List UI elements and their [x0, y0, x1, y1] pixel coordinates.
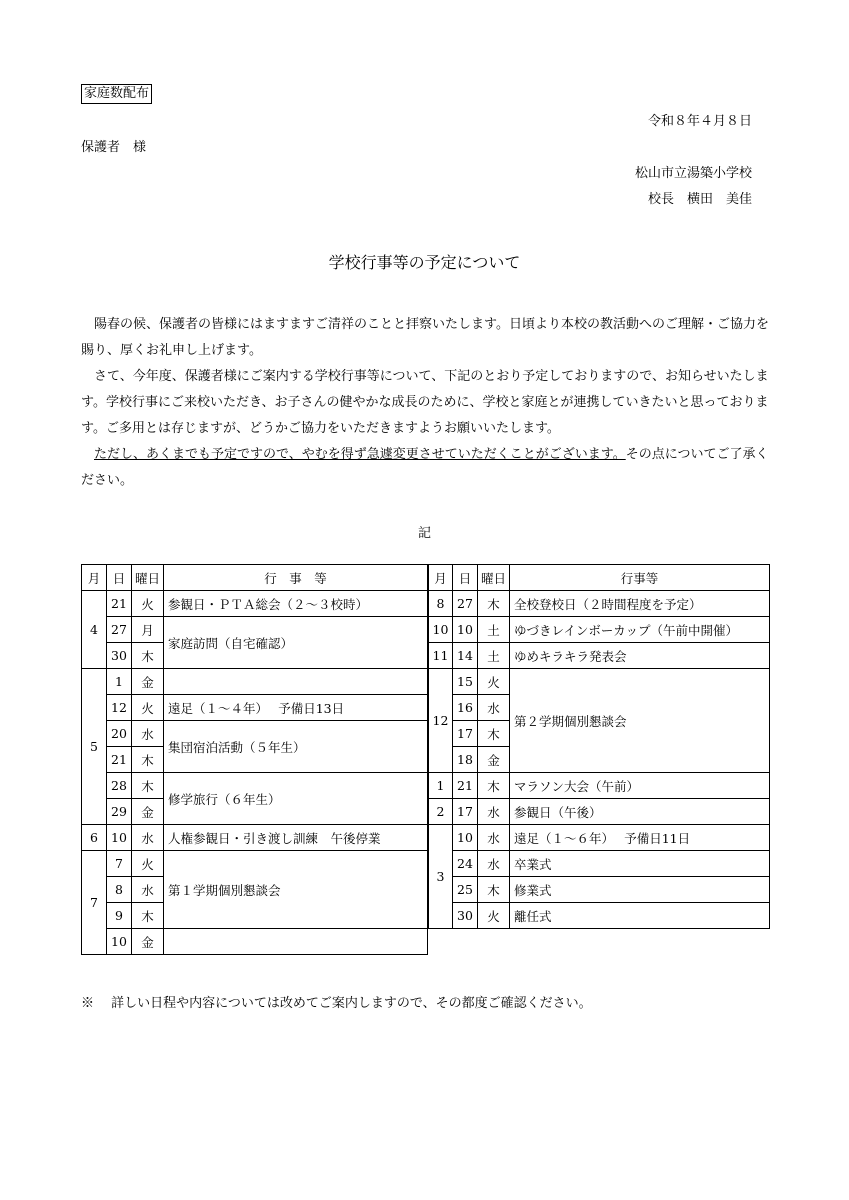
schedule-table-right — [428, 564, 770, 929]
weekday-cell: 火 — [132, 591, 164, 617]
distribution-label: 家庭数配布 — [81, 84, 152, 104]
notice-underlined: ただし、あくまでも予定ですので、やむを得ず急遽変更させていただくことがございます。 — [94, 447, 626, 462]
weekday-cell: 木 — [478, 877, 510, 903]
weekday-cell: 木 — [132, 773, 164, 799]
paragraph-greeting: 陽春の候、保護者の皆様にはますますご清祥のことと拝察いたします。日頃より本校の教活動へのご理解・ご協力を賜り、厚くお礼申し上げます。 — [81, 317, 769, 358]
day-cell: 27 — [453, 591, 478, 617]
event-cell: ゆめキラキラ発表会 — [510, 643, 770, 669]
event-cell — [164, 929, 428, 955]
weekday-cell: 木 — [478, 773, 510, 799]
table-row — [82, 929, 428, 955]
day-cell: 25 — [453, 877, 478, 903]
event-cell: 集団宿泊活動（５年生） — [164, 721, 428, 773]
day-cell: 17 — [453, 721, 478, 747]
day-cell: 18 — [453, 747, 478, 773]
table-row — [82, 695, 428, 721]
day-cell: 28 — [107, 773, 132, 799]
day-cell: 10 — [453, 825, 478, 851]
paragraph-notice — [81, 442, 771, 494]
page-title: 学校行事等の予定について — [328, 253, 521, 272]
paragraph-announcement: さて、今年度、保護者様にご案内する学校行事等について、下記のとおり予定しておりますので、お知らせいたします。学校行事にご来校いただき、お子さんの健やかな成長のために、学校と家庭とが連携していきたいと思っております。ご多用とは存じますが、どうかご協力をいただきますようお願いいたします。 — [81, 369, 769, 436]
table-header-row — [429, 565, 770, 591]
day-cell: 30 — [453, 903, 478, 929]
table-row — [82, 721, 428, 747]
day-cell: 12 — [107, 695, 132, 721]
weekday-cell: 木 — [478, 721, 510, 747]
weekday-cell: 金 — [132, 669, 164, 695]
day-cell: 10 — [107, 825, 132, 851]
weekday-cell: 水 — [478, 695, 510, 721]
schedule-table-left — [81, 564, 428, 955]
weekday-cell: 木 — [132, 903, 164, 929]
event-cell: マラソン大会（午前） — [510, 773, 770, 799]
day-cell: 17 — [453, 799, 478, 825]
month-cell: 1 — [429, 773, 453, 799]
event-cell: 修学旅行（６年生） — [164, 773, 428, 825]
month-cell: 6 — [82, 825, 107, 851]
day-cell: 10 — [107, 929, 132, 955]
recipient: 保護者 様 — [81, 140, 147, 155]
event-cell: 遠足（１～４年） 予備日13日 — [164, 695, 428, 721]
table-row — [82, 773, 428, 799]
weekday-cell: 火 — [132, 695, 164, 721]
header-weekday: 曜日 — [478, 565, 510, 591]
day-cell: 21 — [107, 591, 132, 617]
event-cell: 人権参観日・引き渡し訓練 午後停業 — [164, 825, 428, 851]
event-cell: 第２学期個別懇談会 — [510, 669, 770, 773]
weekday-cell: 水 — [132, 825, 164, 851]
table-row — [82, 825, 428, 851]
day-cell: 7 — [107, 851, 132, 877]
notice-rest: その点についてご了承ください。 — [81, 447, 769, 488]
table-row — [82, 669, 428, 695]
weekday-cell: 月 — [132, 617, 164, 643]
table-row — [429, 669, 770, 695]
weekday-cell: 水 — [132, 877, 164, 903]
month-cell: 12 — [429, 669, 453, 773]
event-cell: 全校登校日（２時間程度を予定） — [510, 591, 770, 617]
event-cell: 参観日・ＰＴＡ総会（２～３校時） — [164, 591, 428, 617]
table-row — [429, 851, 770, 877]
event-cell: 参観日（午後） — [510, 799, 770, 825]
header-day: 日 — [107, 565, 132, 591]
event-cell: 第１学期個別懇談会 — [164, 851, 428, 929]
day-cell: 10 — [453, 617, 478, 643]
weekday-cell: 金 — [132, 929, 164, 955]
day-cell: 30 — [107, 643, 132, 669]
day-cell: 29 — [107, 799, 132, 825]
weekday-cell: 土 — [478, 643, 510, 669]
weekday-cell: 火 — [478, 669, 510, 695]
table-row — [429, 903, 770, 929]
day-cell: 14 — [453, 643, 478, 669]
day-cell: 16 — [453, 695, 478, 721]
header-event: 行事等 — [510, 565, 770, 591]
weekday-cell: 火 — [132, 851, 164, 877]
month-cell: 3 — [429, 825, 453, 929]
month-cell: 5 — [82, 669, 107, 825]
weekday-cell: 水 — [132, 721, 164, 747]
weekday-cell: 金 — [132, 799, 164, 825]
letter-body — [81, 312, 771, 494]
event-cell: ゆづきレインボーカップ（午前中開催） — [510, 617, 770, 643]
header-day: 日 — [453, 565, 478, 591]
sender-principal: 校長 横田 美佳 — [647, 192, 752, 207]
month-cell: 2 — [429, 799, 453, 825]
day-cell: 21 — [453, 773, 478, 799]
ki-marker: 記 — [417, 526, 431, 541]
table-row — [82, 617, 428, 643]
table-header-row — [82, 565, 428, 591]
weekday-cell: 木 — [132, 747, 164, 773]
header-event: 行 事 等 — [164, 565, 428, 591]
weekday-cell: 水 — [478, 851, 510, 877]
event-cell: 遠足（１～６年） 予備日11日 — [510, 825, 770, 851]
weekday-cell: 木 — [132, 643, 164, 669]
day-cell: 27 — [107, 617, 132, 643]
weekday-cell: 水 — [478, 799, 510, 825]
day-cell: 1 — [107, 669, 132, 695]
table-row — [429, 825, 770, 851]
day-cell: 8 — [107, 877, 132, 903]
table-row — [82, 851, 428, 877]
sender-school: 松山市立湯築小学校 — [634, 166, 752, 181]
day-cell: 21 — [107, 747, 132, 773]
table-row — [429, 617, 770, 643]
footnote: ※ 詳しい日程や内容については改めてご案内しますので、その都度ご確認ください。 — [81, 996, 592, 1011]
event-cell — [164, 669, 428, 695]
table-row — [429, 799, 770, 825]
table-row — [429, 591, 770, 617]
weekday-cell: 水 — [478, 825, 510, 851]
event-cell: 離任式 — [510, 903, 770, 929]
weekday-cell: 土 — [478, 617, 510, 643]
day-cell: 20 — [107, 721, 132, 747]
event-cell: 家庭訪問（自宅確認） — [164, 617, 428, 669]
header-weekday: 曜日 — [132, 565, 164, 591]
table-row — [82, 591, 428, 617]
event-cell: 卒業式 — [510, 851, 770, 877]
weekday-cell: 木 — [478, 591, 510, 617]
day-cell: 15 — [453, 669, 478, 695]
month-cell: 11 — [429, 643, 453, 669]
month-cell: 10 — [429, 617, 453, 643]
weekday-cell: 金 — [478, 747, 510, 773]
table-row — [429, 877, 770, 903]
header-month: 月 — [82, 565, 107, 591]
event-cell: 修業式 — [510, 877, 770, 903]
weekday-cell: 火 — [478, 903, 510, 929]
month-cell: 4 — [82, 591, 107, 669]
day-cell: 9 — [107, 903, 132, 929]
header-month: 月 — [429, 565, 453, 591]
month-cell: 7 — [82, 851, 107, 955]
day-cell: 24 — [453, 851, 478, 877]
table-row — [429, 643, 770, 669]
table-row — [429, 773, 770, 799]
month-cell: 8 — [429, 591, 453, 617]
issue-date: 令和８年４月８日 — [647, 114, 752, 129]
